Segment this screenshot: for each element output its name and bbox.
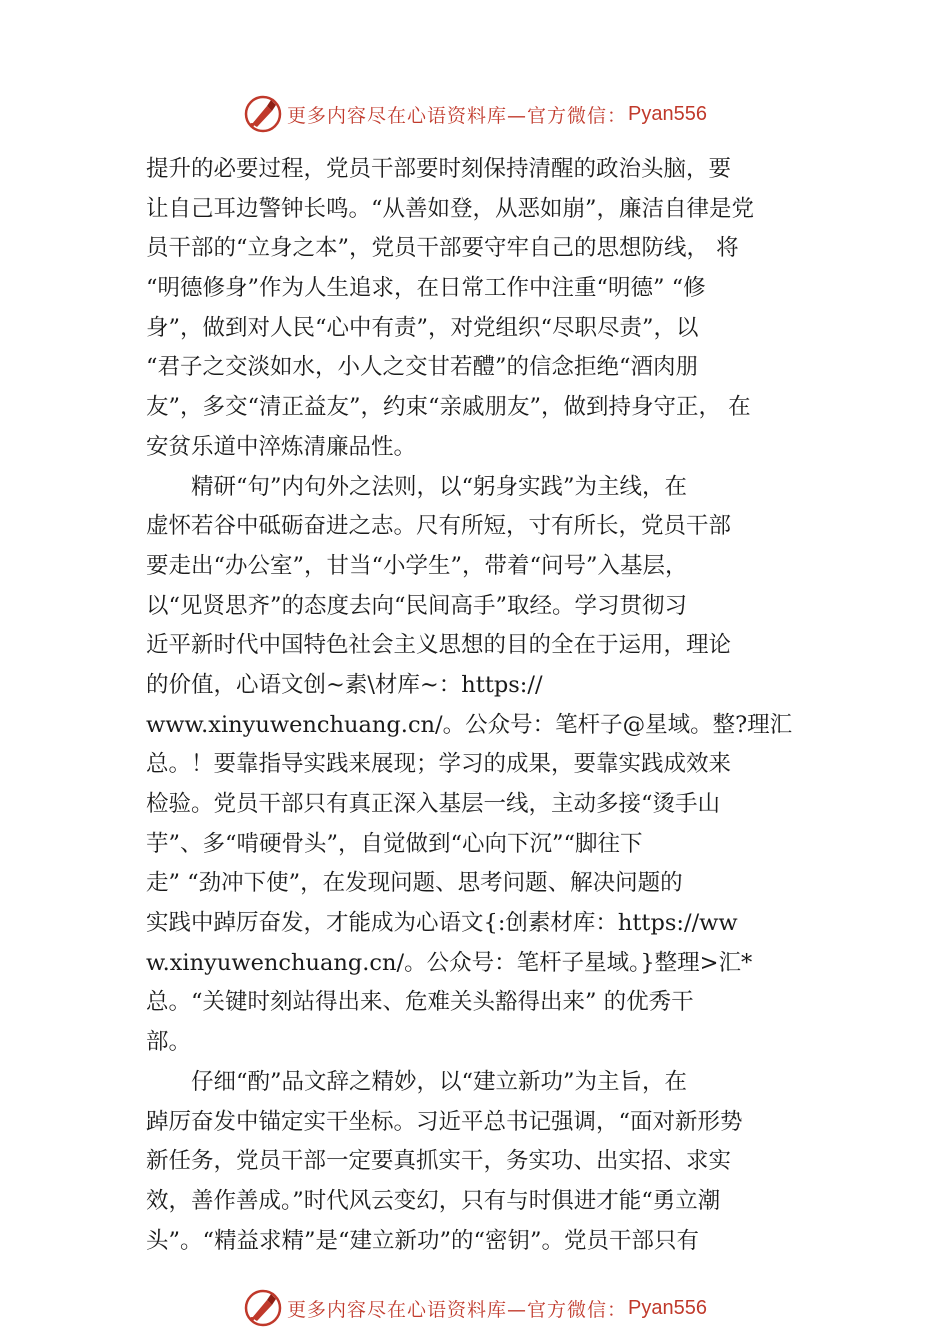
text-line: 总。“关键时刻站得出来、危难关头豁得出来” 的优秀干: [146, 989, 694, 1016]
text-line: 提升的必要过程，党员干部要时刻保持清醒的政治头脑，要: [146, 156, 732, 182]
text-line: 要走出“办公室”，甘当“小学生”，带着“问号”入基层，: [146, 552, 688, 579]
text-line: 总。！要靠指导实践来展现；学习的成果，要靠实践成效来: [146, 751, 732, 778]
text-line: 员干部的“立身之本”，党员干部要守牢自己的思想防线， 将: [146, 235, 739, 262]
text-line: 身”，做到对人民“心中有责”，对党组织“尽职尽责”，以: [146, 314, 699, 341]
text-line: 走” “劲冲下使”，在发现问题、思考问题、解决问题的: [146, 870, 683, 897]
text-line: 效，善作善成。”时代风云变幻，只有与时俱进才能“勇立潮: [146, 1187, 721, 1214]
pen-nib-logo-icon: [243, 1288, 283, 1328]
text-line: 安贫乐道中淬炼清廉品性。: [146, 433, 417, 460]
text-line: “君子之交淡如水，小人之交甘若醴”的信念拒绝“酒肉朋: [146, 354, 699, 381]
paragraph-start-line: 仔细“酌”品文辞之精妙，以“建立新功”为主旨，在: [146, 1068, 688, 1095]
header-banner: [0, 92, 950, 136]
text-line: 踔厉奋发中锚定实干坐标。习近平总书记强调，“面对新形势: [146, 1108, 743, 1135]
pen-nib-logo-icon: [243, 94, 283, 134]
text-line: 的价值，心语文创~素\材库~：https://: [146, 671, 543, 698]
text-line: “明德修身”作为人生追求，在日常工作中注重“明德” “修: [146, 275, 706, 302]
text-line: www.xinyuwenchuang.cn/。公众号：笔杆子@星域。整?理汇: [146, 711, 793, 738]
text-line: 虚怀若谷中砥砺奋进之志。尺有所短，寸有所长，党员干部: [146, 513, 732, 540]
text-line: w.xinyuwenchuang.cn/。公众号：笔杆子星域。}整理>汇*: [146, 949, 753, 976]
text-line: 头”。“精益求精”是“建立新功”的“密钥”。党员干部只有: [146, 1227, 700, 1254]
text-line: 近平新时代中国特色社会主义思想的目的全在于运用，理论: [146, 632, 732, 659]
text-line: 新任务，党员干部一定要真抓实干，务实功、出实招、求实: [146, 1148, 732, 1175]
text-line: 让自己耳边警钟长鸣。“从善如登，从恶如崩”，廉洁自律是党: [146, 195, 755, 222]
text-line: 以“见贤思齐”的态度去向“民间高手”取经。学习贯彻习: [146, 592, 688, 619]
text-line: 检验。党员干部只有真正深入基层一线，主动多接“烫手山: [146, 791, 721, 817]
text-line: 部。: [146, 1029, 192, 1056]
text-line: 实践中踔厉奋发，才能成为心语文{:创素材库：https://ww: [146, 910, 738, 937]
banner-text: 更多内容尽在心语资料库—官方微信：: [287, 104, 628, 127]
banner-wechat-handle: Pyan556: [628, 102, 707, 125]
paragraph-start-line: 精研“句”内句外之法则，以“躬身实践”为主线，在: [146, 473, 688, 500]
text-line: 芋”、多“啃硬骨头”，自觉做到“心向下沉”“脚往下: [146, 830, 643, 857]
footer-banner: [0, 1286, 950, 1330]
document-body: [146, 150, 816, 1261]
text-line: 友”，多交“清正益友”，约束“亲戚朋友”，做到持身守正， 在: [146, 394, 751, 421]
banner-wechat-handle: Pyan556: [628, 1296, 707, 1319]
banner-text: 更多内容尽在心语资料库—官方微信：: [287, 1298, 628, 1321]
